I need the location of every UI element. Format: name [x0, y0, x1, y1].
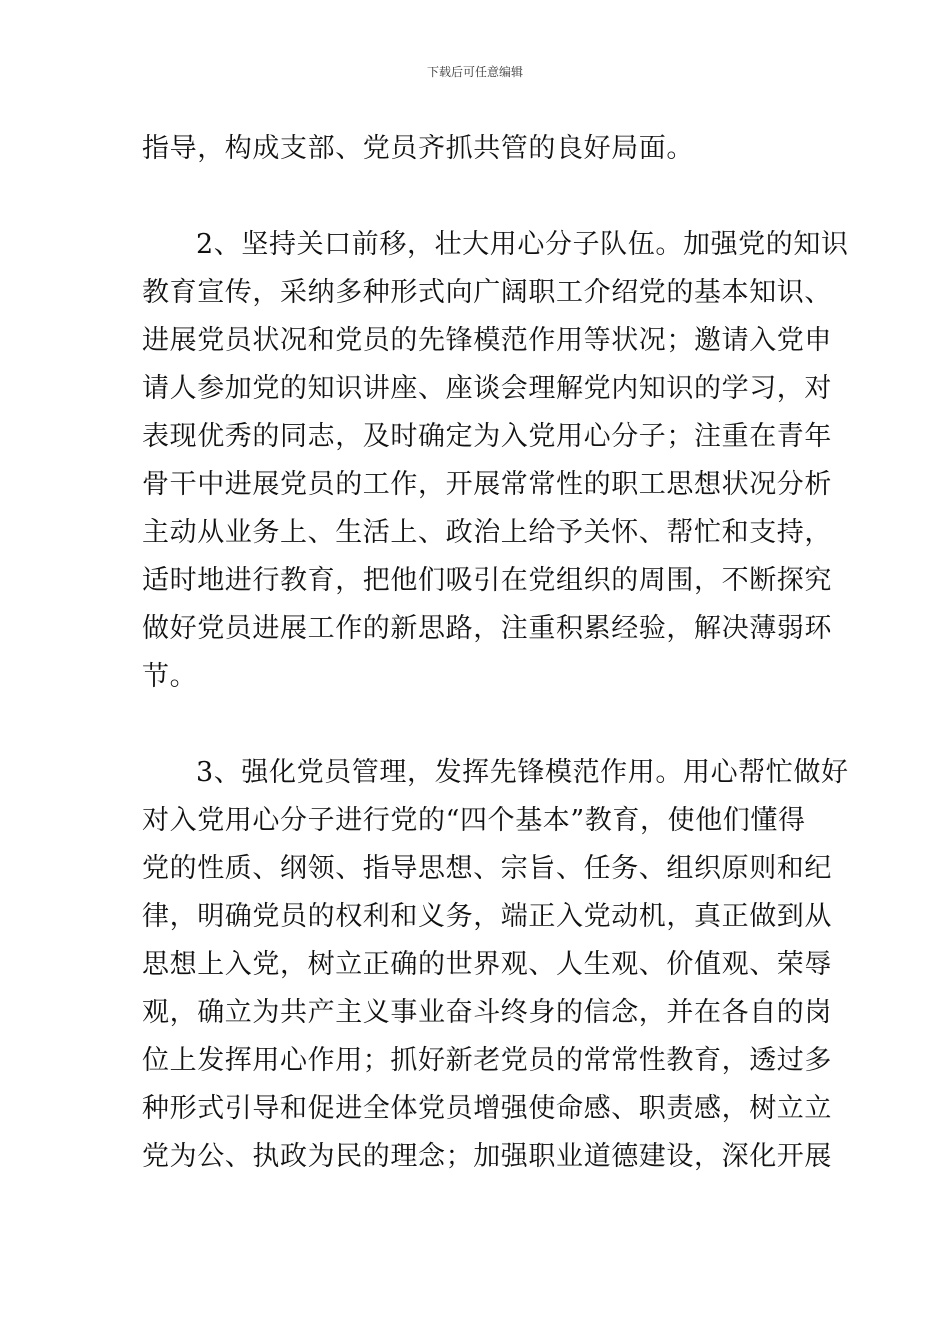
text-line: 思想上入党，树立正确的世界观、人生观、价值观、荣辱: [142, 949, 832, 980]
text-line: 表现优秀的同志，及时确定为入党用心分子；注重在青年: [142, 421, 832, 452]
text-line: 党为公、执政为民的理念；加强职业道德建设，深化开展: [142, 1141, 832, 1172]
text-line: 党的性质、纲领、指导思想、宗旨、任务、组织原则和纪: [142, 853, 832, 884]
document-body: [142, 125, 849, 1181]
text-line: 骨干中进展党员的工作，开展常常性的职工思想状况分析: [142, 469, 832, 500]
text-line: 位上发挥用心作用；抓好新老党员的常常性教育，透过多: [142, 1045, 832, 1076]
text-line: 节。: [142, 661, 198, 692]
text-line: 对入党用心分子进行党的“四个基本”教育，使他们懂得: [142, 805, 806, 836]
text-line: 种形式引导和促进全体党员增强使命感、职责感，树立立: [142, 1093, 832, 1124]
text-line: 做好党员进展工作的新思路，注重积累经验，解决薄弱环: [142, 613, 832, 644]
paragraph-2-first-line: 2、坚持关口前移，壮大用心分子队伍。加强党的知识: [196, 229, 849, 260]
text-line: 律，明确党员的权利和义务，端正入党动机，真正做到从: [142, 901, 832, 932]
text-line: 教育宣传，采纳多种形式向广阔职工介绍党的基本知识、: [142, 277, 832, 308]
text-line: 请人参加党的知识讲座、座谈会理解党内知识的学习，对: [142, 373, 832, 404]
page-header-note: 下载后可任意编辑: [426, 65, 523, 79]
text-line: 观，确立为共产主义事业奋斗终身的信念，并在各自的岗: [142, 997, 832, 1028]
paragraph-gap: [142, 701, 810, 749]
text-line: 主动从业务上、生活上、政治上给予关怀、帮忙和支持，: [142, 517, 832, 548]
text-line: 指导，构成支部、党员齐抓共管的良好局面。: [142, 133, 694, 164]
text-line: 进展党员状况和党员的先锋模范作用等状况；邀请入党申: [142, 325, 832, 356]
text-line: 适时地进行教育，把他们吸引在党组织的周围，不断探究: [142, 565, 832, 596]
paragraph-gap: [142, 173, 810, 221]
paragraph-3-first-line: 3、强化党员管理，发挥先锋模范作用。用心帮忙做好: [196, 757, 849, 788]
